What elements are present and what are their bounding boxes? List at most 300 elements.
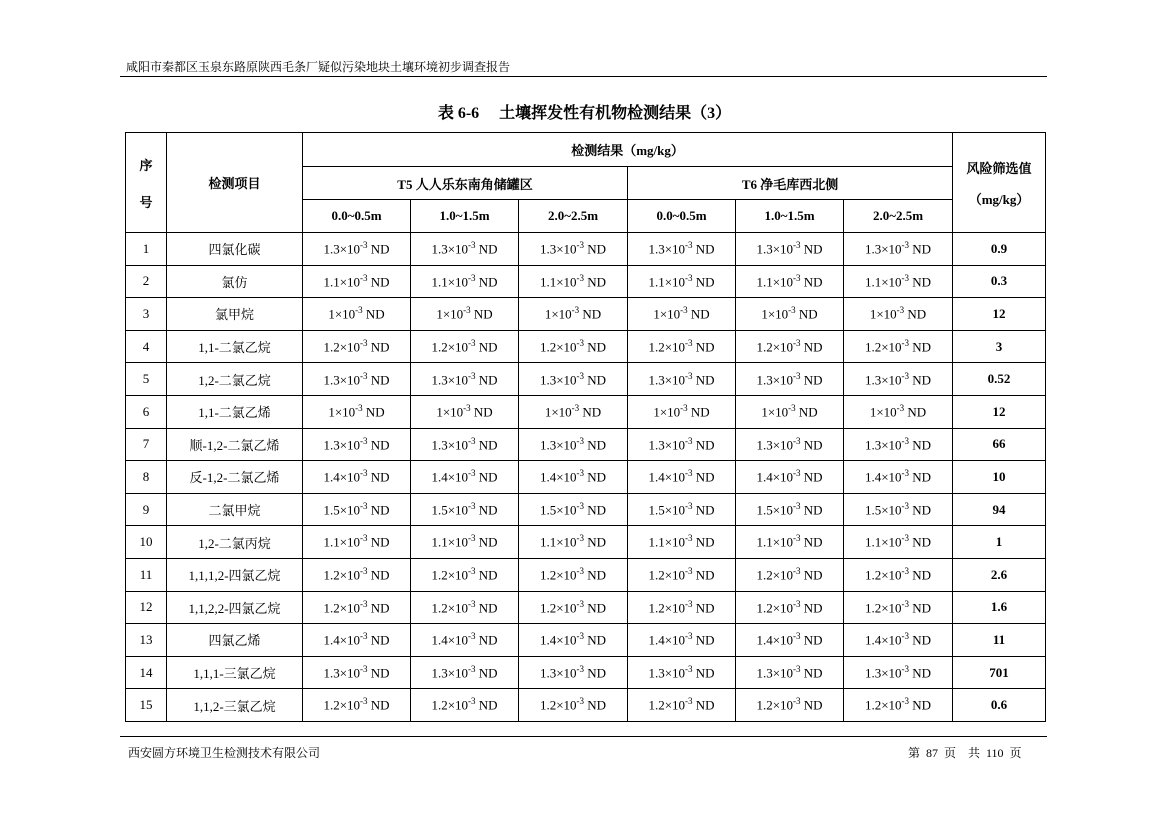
result-exponent: -3 xyxy=(901,533,910,544)
result-coefficient: 1.3×10 xyxy=(539,371,577,387)
col-index-top: 序 xyxy=(139,157,153,173)
result-nd: ND xyxy=(692,567,715,583)
risk-value: 0.3 xyxy=(953,265,1046,298)
result-nd: ND xyxy=(579,404,602,420)
result-coefficient: 1.4×10 xyxy=(864,469,902,485)
result-cell xyxy=(628,689,736,722)
result-coefficient: 1.1×10 xyxy=(864,274,902,290)
result-exponent: -3 xyxy=(685,663,693,674)
row-item: 氯甲烷 xyxy=(167,298,303,331)
result-coefficient: 1.2×10 xyxy=(864,339,902,355)
table-row xyxy=(126,526,1046,559)
table-row xyxy=(126,461,1046,494)
result-cell xyxy=(844,233,953,266)
result-coefficient: 1.3×10 xyxy=(648,437,686,453)
col-risk-bottom: （mg/kg） xyxy=(968,191,1030,207)
result-coefficient: 1.2×10 xyxy=(431,599,469,615)
result-cell xyxy=(844,624,953,657)
result-coefficient: 1.1×10 xyxy=(864,534,902,550)
result-nd: ND xyxy=(362,306,385,322)
result-coefficient: 1.2×10 xyxy=(756,567,794,583)
result-exponent: -3 xyxy=(576,533,585,544)
result-nd: ND xyxy=(692,437,715,453)
result-exponent: -3 xyxy=(685,631,693,642)
result-nd: ND xyxy=(584,599,607,615)
result-coefficient: 1.2×10 xyxy=(756,697,794,713)
table-title xyxy=(0,100,1169,123)
result-cell xyxy=(303,363,411,396)
result-nd: ND xyxy=(475,599,498,615)
depth-header: 1.0~1.5m xyxy=(736,200,844,233)
row-index: 15 xyxy=(126,689,167,722)
result-nd: ND xyxy=(584,437,607,453)
row-index: 7 xyxy=(126,428,167,461)
result-exponent: -3 xyxy=(468,663,476,674)
result-coefficient: 1.4×10 xyxy=(756,632,794,648)
result-coefficient: 1.5×10 xyxy=(864,502,902,518)
result-coefficient: 1×10 xyxy=(436,404,464,420)
result-exponent: -3 xyxy=(685,272,693,283)
result-cell xyxy=(628,395,736,428)
row-index: 6 xyxy=(126,395,167,428)
result-exponent: -3 xyxy=(360,598,368,609)
result-cell xyxy=(628,265,736,298)
result-exponent: -3 xyxy=(793,370,801,381)
result-nd: ND xyxy=(584,469,607,485)
result-exponent: -3 xyxy=(576,696,585,707)
col-risk-header xyxy=(953,133,1046,233)
result-exponent: -3 xyxy=(680,403,688,414)
result-coefficient: 1.1×10 xyxy=(756,534,794,550)
result-coefficient: 1.3×10 xyxy=(323,437,361,453)
result-coefficient: 1×10 xyxy=(653,306,681,322)
result-coefficient: 1.2×10 xyxy=(648,697,686,713)
result-exponent: -3 xyxy=(793,663,801,674)
result-cell xyxy=(519,428,628,461)
result-nd: ND xyxy=(800,339,823,355)
result-exponent: -3 xyxy=(571,305,580,316)
result-cell xyxy=(519,395,628,428)
result-exponent: -3 xyxy=(901,272,910,283)
result-exponent: -3 xyxy=(360,500,368,511)
row-index: 8 xyxy=(126,461,167,494)
result-cell xyxy=(628,558,736,591)
result-nd: ND xyxy=(475,371,498,387)
result-exponent: -3 xyxy=(901,370,910,381)
result-cell xyxy=(411,428,519,461)
risk-value: 12 xyxy=(953,298,1046,331)
result-exponent: -3 xyxy=(896,403,905,414)
result-exponent: -3 xyxy=(576,240,585,251)
result-exponent: -3 xyxy=(468,370,476,381)
result-cell xyxy=(736,330,844,363)
result-exponent: -3 xyxy=(360,566,368,577)
result-coefficient: 1×10 xyxy=(761,404,789,420)
result-cell xyxy=(844,558,953,591)
result-coefficient: 1.1×10 xyxy=(756,274,794,290)
result-nd: ND xyxy=(692,697,715,713)
result-nd: ND xyxy=(584,371,607,387)
depth-header: 2.0~2.5m xyxy=(844,200,953,233)
result-nd: ND xyxy=(367,632,390,648)
row-item: 顺-1,2-二氯乙烯 xyxy=(167,428,303,461)
result-exponent: -3 xyxy=(360,533,368,544)
result-cell xyxy=(736,298,844,331)
result-exponent: -3 xyxy=(793,566,801,577)
result-nd: ND xyxy=(909,534,932,550)
result-exponent: -3 xyxy=(468,631,476,642)
running-header: 咸阳市秦都区玉泉东路原陕西毛条厂疑似污染地块土壤环境初步调查报告 xyxy=(126,60,511,74)
result-exponent: -3 xyxy=(468,435,476,446)
result-cell xyxy=(844,298,953,331)
result-nd: ND xyxy=(367,469,390,485)
result-cell xyxy=(411,298,519,331)
result-cell xyxy=(844,265,953,298)
result-cell xyxy=(519,265,628,298)
result-nd: ND xyxy=(475,534,498,550)
result-exponent: -3 xyxy=(576,272,585,283)
result-nd: ND xyxy=(367,665,390,681)
result-cell xyxy=(519,526,628,559)
result-nd: ND xyxy=(584,339,607,355)
result-coefficient: 1×10 xyxy=(761,306,789,322)
result-cell xyxy=(628,330,736,363)
result-cell xyxy=(844,461,953,494)
row-index: 3 xyxy=(126,298,167,331)
risk-value: 1.6 xyxy=(953,591,1046,624)
result-cell xyxy=(628,624,736,657)
result-exponent: -3 xyxy=(901,500,910,511)
row-item: 1,1,1-三氯乙烷 xyxy=(167,656,303,689)
result-nd: ND xyxy=(800,632,823,648)
result-cell xyxy=(303,265,411,298)
table-row xyxy=(126,395,1046,428)
result-nd: ND xyxy=(692,665,715,681)
risk-value: 2.6 xyxy=(953,558,1046,591)
result-coefficient: 1.2×10 xyxy=(323,339,361,355)
risk-value: 11 xyxy=(953,624,1046,657)
row-index: 11 xyxy=(126,558,167,591)
row-index: 12 xyxy=(126,591,167,624)
result-nd: ND xyxy=(909,339,932,355)
result-cell xyxy=(844,526,953,559)
result-coefficient: 1.2×10 xyxy=(756,599,794,615)
result-nd: ND xyxy=(692,632,715,648)
result-cell xyxy=(844,428,953,461)
result-nd: ND xyxy=(475,274,498,290)
result-coefficient: 1.1×10 xyxy=(431,534,469,550)
result-coefficient: 1.5×10 xyxy=(539,502,577,518)
site-t5-header: T5 人人乐东南角储罐区 xyxy=(303,167,628,200)
row-item: 1,1,2,2-四氯乙烷 xyxy=(167,591,303,624)
result-coefficient: 1.3×10 xyxy=(648,665,686,681)
result-cell xyxy=(628,656,736,689)
result-coefficient: 1.2×10 xyxy=(431,567,469,583)
result-nd: ND xyxy=(800,274,823,290)
result-cell xyxy=(736,395,844,428)
footer-company: 西安圆方环境卫生检测技术有限公司 xyxy=(128,746,321,760)
result-nd: ND xyxy=(795,404,818,420)
result-coefficient: 1×10 xyxy=(544,306,572,322)
col-index-header xyxy=(126,133,167,233)
result-coefficient: 1.3×10 xyxy=(323,241,361,257)
col-risk-top: 风险筛选值 xyxy=(966,160,1032,176)
result-coefficient: 1.3×10 xyxy=(431,241,469,257)
result-cell xyxy=(519,656,628,689)
result-cell xyxy=(736,461,844,494)
result-nd: ND xyxy=(584,534,607,550)
result-nd: ND xyxy=(909,632,932,648)
result-coefficient: 1.4×10 xyxy=(323,632,361,648)
result-exponent: -3 xyxy=(576,663,585,674)
result-exponent: -3 xyxy=(576,566,585,577)
result-coefficient: 1.2×10 xyxy=(864,599,902,615)
result-nd: ND xyxy=(584,665,607,681)
result-exponent: -3 xyxy=(685,468,693,479)
result-exponent: -3 xyxy=(468,468,476,479)
result-cell xyxy=(519,233,628,266)
result-coefficient: 1.5×10 xyxy=(323,502,361,518)
result-nd: ND xyxy=(909,469,932,485)
row-index: 4 xyxy=(126,330,167,363)
result-cell xyxy=(411,656,519,689)
result-exponent: -3 xyxy=(685,370,693,381)
result-coefficient: 1.4×10 xyxy=(539,469,577,485)
table-row xyxy=(126,624,1046,657)
result-exponent: -3 xyxy=(360,435,368,446)
result-exponent: -3 xyxy=(355,403,363,414)
result-nd: ND xyxy=(692,241,715,257)
risk-value: 1 xyxy=(953,526,1046,559)
result-cell xyxy=(411,591,519,624)
row-item: 1,2-二氯乙烷 xyxy=(167,363,303,396)
result-nd: ND xyxy=(475,469,498,485)
result-exponent: -3 xyxy=(576,500,585,511)
result-coefficient: 1.2×10 xyxy=(648,599,686,615)
result-nd: ND xyxy=(909,567,932,583)
result-exponent: -3 xyxy=(901,696,910,707)
result-cell xyxy=(303,330,411,363)
result-exponent: -3 xyxy=(360,663,368,674)
table-row xyxy=(126,330,1046,363)
result-coefficient: 1.1×10 xyxy=(323,274,361,290)
result-exponent: -3 xyxy=(793,696,801,707)
result-exponent: -3 xyxy=(576,370,585,381)
result-cell xyxy=(303,591,411,624)
risk-value: 0.6 xyxy=(953,689,1046,722)
result-cell xyxy=(736,363,844,396)
result-cell xyxy=(411,493,519,526)
result-exponent: -3 xyxy=(360,370,368,381)
result-exponent: -3 xyxy=(685,566,693,577)
result-nd: ND xyxy=(584,241,607,257)
row-index: 1 xyxy=(126,233,167,266)
row-item: 氯仿 xyxy=(167,265,303,298)
result-exponent: -3 xyxy=(468,240,476,251)
result-nd: ND xyxy=(692,371,715,387)
result-coefficient: 1.3×10 xyxy=(756,665,794,681)
result-coefficient: 1.5×10 xyxy=(756,502,794,518)
result-nd: ND xyxy=(692,469,715,485)
result-cell xyxy=(844,656,953,689)
result-coefficient: 1.4×10 xyxy=(756,469,794,485)
result-nd: ND xyxy=(367,437,390,453)
result-coefficient: 1.3×10 xyxy=(431,371,469,387)
result-nd: ND xyxy=(800,469,823,485)
result-cell xyxy=(844,591,953,624)
result-cell xyxy=(736,591,844,624)
result-coefficient: 1.4×10 xyxy=(431,469,469,485)
result-nd: ND xyxy=(909,371,932,387)
result-exponent: -3 xyxy=(468,566,476,577)
result-coefficient: 1.2×10 xyxy=(539,567,577,583)
result-cell xyxy=(411,233,519,266)
result-exponent: -3 xyxy=(576,468,585,479)
result-coefficient: 1.4×10 xyxy=(323,469,361,485)
result-exponent: -3 xyxy=(788,305,796,316)
result-exponent: -3 xyxy=(896,305,905,316)
depth-header: 2.0~2.5m xyxy=(519,200,628,233)
row-item: 1,2-二氯丙烷 xyxy=(167,526,303,559)
result-cell xyxy=(628,363,736,396)
result-coefficient: 1×10 xyxy=(544,404,572,420)
result-cell xyxy=(519,689,628,722)
result-nd: ND xyxy=(800,437,823,453)
result-exponent: -3 xyxy=(468,598,476,609)
result-cell xyxy=(736,265,844,298)
result-exponent: -3 xyxy=(901,663,910,674)
result-coefficient: 1×10 xyxy=(328,404,356,420)
result-coefficient: 1.3×10 xyxy=(756,241,794,257)
result-exponent: -3 xyxy=(360,631,368,642)
result-cell xyxy=(628,233,736,266)
result-nd: ND xyxy=(367,339,390,355)
result-nd: ND xyxy=(909,241,932,257)
result-cell xyxy=(736,493,844,526)
result-coefficient: 1×10 xyxy=(328,306,356,322)
result-coefficient: 1.2×10 xyxy=(323,567,361,583)
result-coefficient: 1.3×10 xyxy=(431,437,469,453)
table-row xyxy=(126,265,1046,298)
table-row xyxy=(126,298,1046,331)
result-coefficient: 1.4×10 xyxy=(431,632,469,648)
result-cell xyxy=(628,461,736,494)
result-coefficient: 1.3×10 xyxy=(864,371,902,387)
result-nd: ND xyxy=(579,306,602,322)
result-cell xyxy=(736,689,844,722)
result-exponent: -3 xyxy=(468,272,476,283)
result-nd: ND xyxy=(687,404,710,420)
depth-header: 0.0~0.5m xyxy=(628,200,736,233)
result-cell xyxy=(519,461,628,494)
depth-header: 1.0~1.5m xyxy=(411,200,519,233)
result-cell xyxy=(519,624,628,657)
result-coefficient: 1×10 xyxy=(436,306,464,322)
result-cell xyxy=(628,493,736,526)
result-exponent: -3 xyxy=(793,598,801,609)
result-nd: ND xyxy=(800,502,823,518)
result-cell xyxy=(411,558,519,591)
table-caption: 土壤挥发性有机物检测结果（3） xyxy=(499,105,732,122)
result-cell xyxy=(519,298,628,331)
result-nd: ND xyxy=(692,274,715,290)
result-exponent: -3 xyxy=(685,696,693,707)
table-row xyxy=(126,363,1046,396)
result-exponent: -3 xyxy=(571,403,580,414)
result-coefficient: 1.3×10 xyxy=(756,371,794,387)
table-row xyxy=(126,591,1046,624)
result-exponent: -3 xyxy=(576,598,585,609)
result-exponent: -3 xyxy=(793,500,801,511)
result-exponent: -3 xyxy=(463,305,471,316)
result-cell xyxy=(411,265,519,298)
result-coefficient: 1.3×10 xyxy=(539,437,577,453)
result-exponent: -3 xyxy=(901,337,910,348)
header-rule xyxy=(120,76,1047,77)
result-nd: ND xyxy=(475,502,498,518)
result-coefficient: 1×10 xyxy=(869,306,897,322)
result-exponent: -3 xyxy=(793,468,801,479)
result-coefficient: 1.1×10 xyxy=(431,274,469,290)
result-nd: ND xyxy=(584,567,607,583)
result-cell xyxy=(411,624,519,657)
result-cell xyxy=(303,428,411,461)
result-nd: ND xyxy=(367,599,390,615)
result-cell xyxy=(628,428,736,461)
result-exponent: -3 xyxy=(901,240,910,251)
result-nd: ND xyxy=(584,632,607,648)
result-nd: ND xyxy=(475,665,498,681)
risk-value: 3 xyxy=(953,330,1046,363)
result-exponent: -3 xyxy=(360,696,368,707)
result-exponent: -3 xyxy=(468,533,476,544)
result-nd: ND xyxy=(909,665,932,681)
risk-value: 0.52 xyxy=(953,363,1046,396)
col-item-header: 检测项目 xyxy=(167,133,303,233)
result-coefficient: 1.3×10 xyxy=(864,241,902,257)
result-exponent: -3 xyxy=(793,240,801,251)
result-cell xyxy=(736,624,844,657)
result-nd: ND xyxy=(909,437,932,453)
result-cell xyxy=(303,461,411,494)
result-coefficient: 1.2×10 xyxy=(323,697,361,713)
row-index: 9 xyxy=(126,493,167,526)
result-coefficient: 1.3×10 xyxy=(648,241,686,257)
result-cell xyxy=(411,330,519,363)
risk-value: 0.9 xyxy=(953,233,1046,266)
table-row xyxy=(126,689,1046,722)
result-nd: ND xyxy=(800,534,823,550)
result-exponent: -3 xyxy=(576,631,585,642)
risk-value: 66 xyxy=(953,428,1046,461)
row-index: 10 xyxy=(126,526,167,559)
row-item: 1,1,2-三氯乙烷 xyxy=(167,689,303,722)
result-exponent: -3 xyxy=(360,337,368,348)
result-nd: ND xyxy=(909,502,932,518)
footer-page-number: 第 87 页 共 110 页 xyxy=(908,746,1022,760)
result-cell xyxy=(303,526,411,559)
result-coefficient: 1.3×10 xyxy=(323,371,361,387)
result-cell xyxy=(736,526,844,559)
result-cell xyxy=(628,526,736,559)
result-coefficient: 1.2×10 xyxy=(431,339,469,355)
result-nd: ND xyxy=(470,404,493,420)
result-coefficient: 1.2×10 xyxy=(539,697,577,713)
result-nd: ND xyxy=(367,697,390,713)
result-nd: ND xyxy=(687,306,710,322)
result-nd: ND xyxy=(800,241,823,257)
result-coefficient: 1×10 xyxy=(653,404,681,420)
